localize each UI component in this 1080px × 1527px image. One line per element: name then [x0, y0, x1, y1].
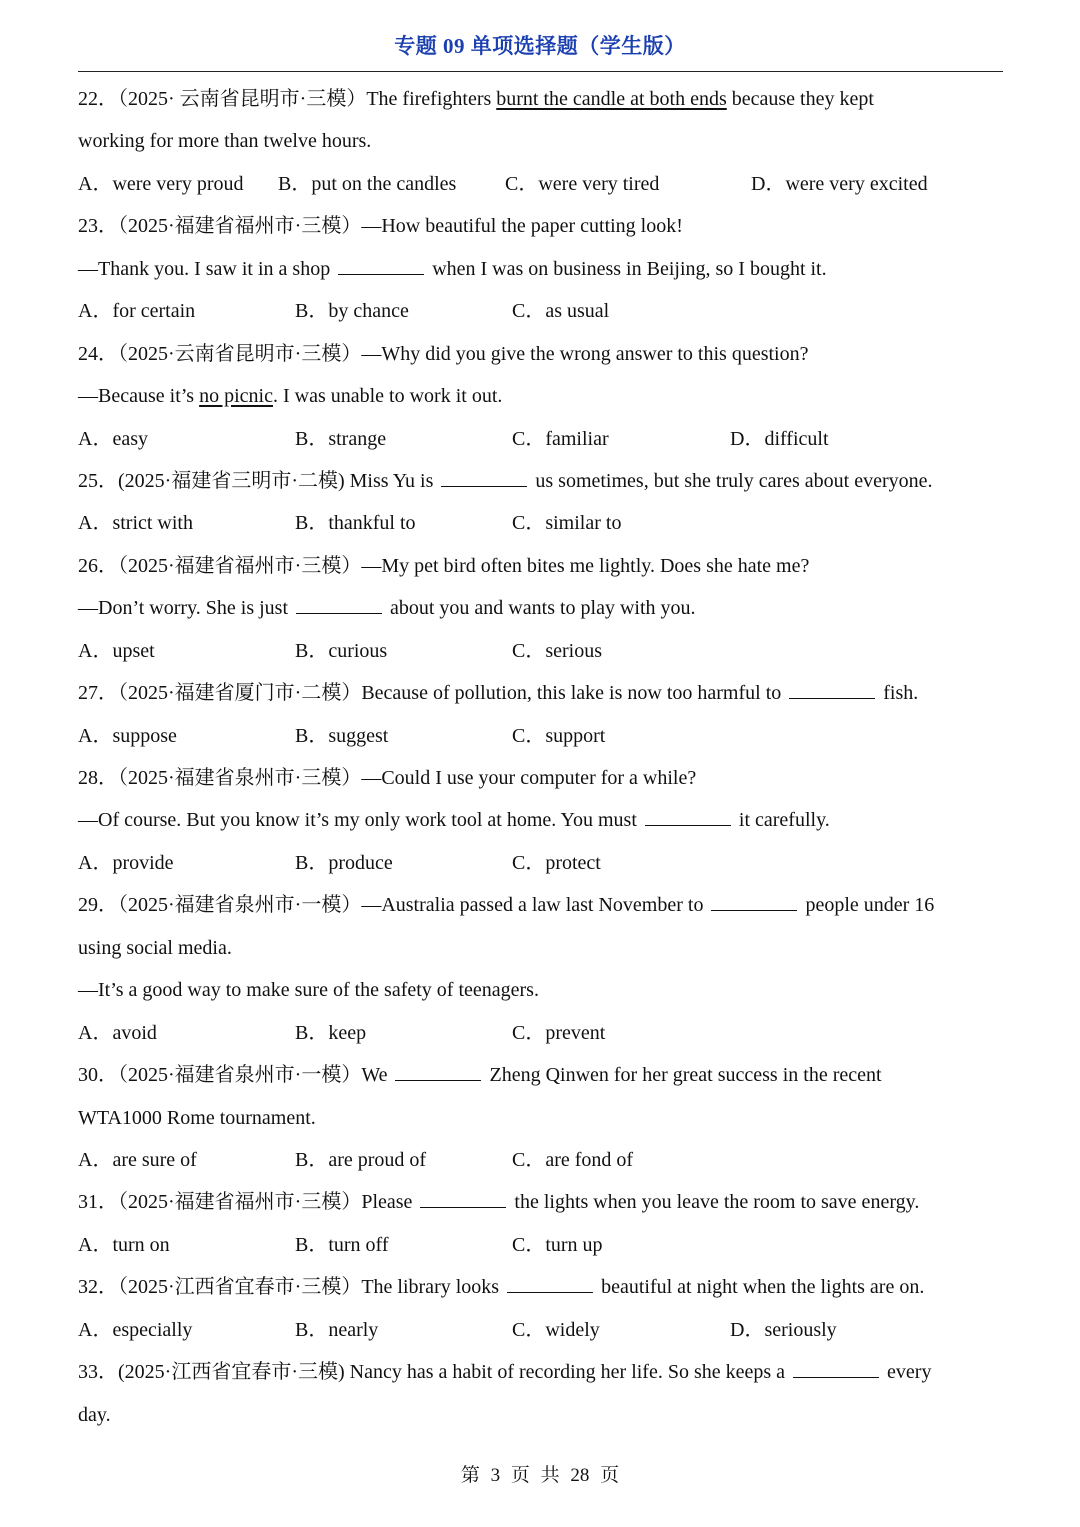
option-c: C．serious	[512, 639, 602, 662]
option-c: C．familiar	[512, 427, 609, 450]
answer-blank	[711, 892, 797, 911]
answer-blank	[420, 1189, 506, 1208]
question-23-stem-cont: —Thank you. I saw it in a shop when I was on business in Beijing, so I bought it.	[78, 257, 827, 280]
question-29-stem-cont: using social media.	[78, 936, 232, 959]
option-a: A．especially	[78, 1318, 193, 1341]
question-26-stem: 26．（2025·福建省福州市·三模）—My pet bird often bites me lightly. Does she hate me?	[78, 554, 810, 577]
option-a: A．avoid	[78, 1021, 157, 1044]
option-c: C．were very tired	[505, 172, 660, 195]
question-26-stem-cont: —Don’t worry. She is just about you and wants to play with you.	[78, 597, 696, 620]
option-d: D．were very excited	[751, 172, 928, 195]
question-29-reply: —It’s a good way to make sure of the safety of teenagers.	[78, 979, 539, 1002]
question-24-options	[78, 418, 1008, 460]
option-d: D．seriously	[730, 1318, 837, 1341]
question-28-stem-cont: —Of course. But you know it’s my only work tool at home. You must it carefully.	[78, 809, 830, 832]
question-29-options	[78, 1012, 1008, 1054]
answer-blank	[296, 595, 382, 614]
question-23-options	[78, 290, 1008, 332]
option-d: D．difficult	[730, 427, 829, 450]
option-c: C．turn up	[512, 1233, 603, 1256]
option-c: C．as usual	[512, 300, 610, 323]
header-divider	[78, 71, 1003, 72]
question-30-options	[78, 1139, 1008, 1181]
option-b: B．produce	[295, 851, 393, 874]
question-33-stem-cont: day.	[78, 1403, 111, 1426]
question-27-stem: 27．（2025·福建省厦门市·二模）Because of pollution, this lake is now too harmful to fish.	[78, 682, 919, 705]
page-number-footer: 第 3 页 共 28 页	[460, 1465, 620, 1486]
question-33-stem: 33．(2025·江西省宜春市·三模) Nancy has a habit of recording her life. So she keeps a every	[78, 1361, 932, 1384]
underlined-phrase: no picnic	[199, 385, 273, 408]
option-a: A．were very proud	[78, 172, 244, 195]
question-30-stem: 30．（2025·福建省泉州市·一模）We Zheng Qinwen for her great success in the recent	[78, 1064, 882, 1087]
question-30-stem-cont: WTA1000 Rome tournament.	[78, 1106, 316, 1129]
question-32-stem: 32．（2025·江西省宜春市·三模）The library looks beautiful at night when the lights are on.	[78, 1276, 925, 1299]
option-a: A．upset	[78, 639, 155, 662]
option-c: C．are fond of	[512, 1148, 634, 1171]
option-a: A．provide	[78, 851, 174, 874]
option-a: A．easy	[78, 427, 148, 450]
option-b: B．suggest	[295, 724, 389, 747]
answer-blank	[507, 1274, 593, 1293]
question-22-stem-cont: working for more than twelve hours.	[78, 130, 372, 153]
question-23-stem: 23．（2025·福建省福州市·三模）—How beautiful the paper cutting look!	[78, 215, 683, 238]
option-b: B．put on the candles	[278, 172, 457, 195]
option-c: C．widely	[512, 1318, 600, 1341]
option-b: B．curious	[295, 639, 388, 662]
question-22-options	[78, 163, 1008, 205]
option-b: B．turn off	[295, 1233, 389, 1256]
option-b: B．strange	[295, 427, 387, 450]
question-28-stem: 28．（2025·福建省泉州市·三模）—Could I use your computer for a while?	[78, 767, 697, 789]
question-32-options	[78, 1309, 1008, 1351]
option-c: C．prevent	[512, 1021, 606, 1044]
question-27-options	[78, 715, 1008, 757]
question-list	[78, 78, 1008, 1436]
option-a: A．turn on	[78, 1233, 170, 1256]
question-29-stem: 29．（2025·福建省泉州市·一模）—Australia passed a law last November to people under 16	[78, 894, 935, 917]
underlined-phrase: burnt the candle at both ends	[496, 88, 727, 110]
option-c: C．protect	[512, 851, 601, 874]
question-31-options	[78, 1224, 1008, 1266]
question-26-options	[78, 630, 1008, 672]
question-25-stem: 25．(2025·福建省三明市·二模) Miss Yu is us sometimes, but she truly cares about everyone.	[78, 469, 933, 492]
option-b: B．thankful to	[295, 512, 416, 535]
answer-blank	[395, 1062, 481, 1081]
option-b: B．keep	[295, 1021, 367, 1044]
answer-blank	[793, 1359, 879, 1378]
question-31-stem: 31．（2025·福建省福州市·三模）Please the lights when you leave the room to save energy.	[78, 1191, 920, 1214]
answer-blank	[789, 680, 875, 699]
option-b: B．nearly	[295, 1318, 379, 1341]
answer-blank	[441, 468, 527, 487]
option-b: B．are proud of	[295, 1148, 427, 1171]
question-25-options	[78, 502, 1008, 544]
option-b: B．by chance	[295, 300, 409, 323]
question-22-stem: 22．（2025· 云南省昆明市·三模）The firefighters burnt the candle at both ends because they kept	[78, 88, 874, 110]
option-a: A．are sure of	[78, 1148, 197, 1171]
question-28-options	[78, 842, 1008, 884]
option-c: C．support	[512, 724, 606, 747]
option-a: A．for certain	[78, 300, 196, 323]
option-a: A．suppose	[78, 724, 177, 747]
option-a: A．strict with	[78, 512, 193, 535]
question-24-stem-cont: —Because it’s no picnic. I was unable to work it out.	[78, 385, 503, 408]
page-header-title: 专题 09 单项选择题（学生版）	[394, 34, 686, 58]
option-c: C．similar to	[512, 512, 622, 535]
answer-blank	[645, 807, 731, 826]
question-24-stem: 24．（2025·云南省昆明市·三模）—Why did you give the wrong answer to this question?	[78, 342, 809, 365]
answer-blank	[338, 256, 424, 275]
